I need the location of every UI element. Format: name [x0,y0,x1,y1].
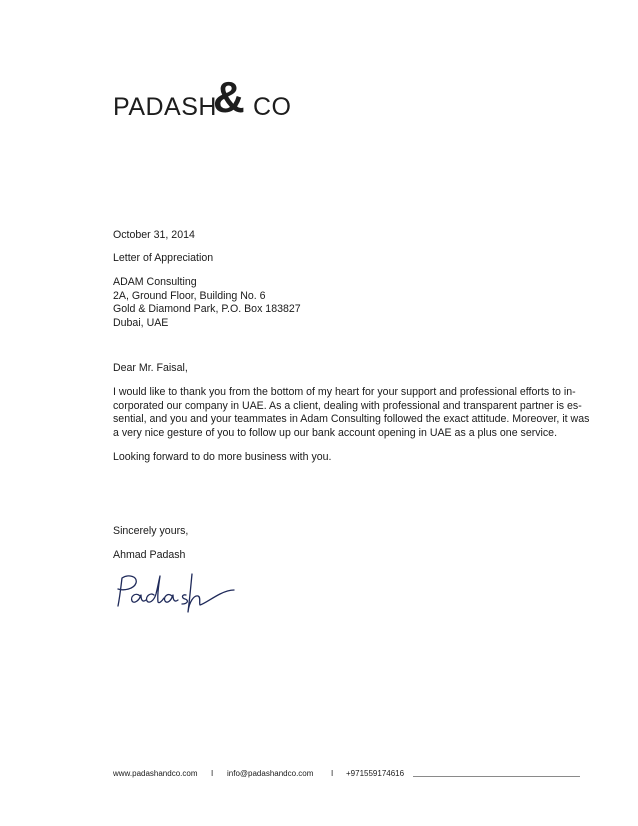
body-paragraph [113,386,588,440]
footer-website-link[interactable]: www.padashandco.com [113,769,198,778]
paragraph-line: I would like to thank you from the bottom of my heart for your support and professional efforts to in- [113,386,576,398]
footer-separator: I [331,769,334,778]
paragraph-line: sential, and you and your teammates in Adam Consulting followed the exact attitude. Moreover, it was [113,413,590,426]
paragraph-line: a very nice gesture of you to follow up our bank account opening in UAE as a plus one service. [113,426,558,439]
footer-separator: I [211,769,214,778]
address-line: Dubai, UAE [113,316,169,329]
body-paragraph-closing: Looking forward to do more business with you. [113,451,332,463]
handwritten-signature [108,568,238,620]
address-line: Gold & Diamond Park, P.O. Box 183827 [113,303,301,316]
closing-phrase: Sincerely yours, [113,525,189,537]
address-line: ADAM Consulting [113,276,197,288]
footer-phone: +971559174616 [346,769,405,778]
logo-text-padash: PADASH [113,93,217,121]
footer-email-link[interactable]: info@padashandco.com [227,769,314,778]
letter-date: October 31, 2014 [113,229,195,241]
salutation: Dear Mr. Faisal, [113,362,188,374]
sender-name: Ahmad Padash [113,549,186,561]
logo-text-co: CO [253,93,292,121]
logo-ampersand: & [213,73,245,122]
letter-subject: Letter of Appreciation [113,252,214,264]
footer-rule [413,776,580,777]
recipient-address [113,276,301,330]
address-line: 2A, Ground Floor, Building No. 6 [113,289,266,302]
paragraph-line: corporated our company in UAE. As a client, dealing with professional and transparent partner is es- [113,399,582,412]
